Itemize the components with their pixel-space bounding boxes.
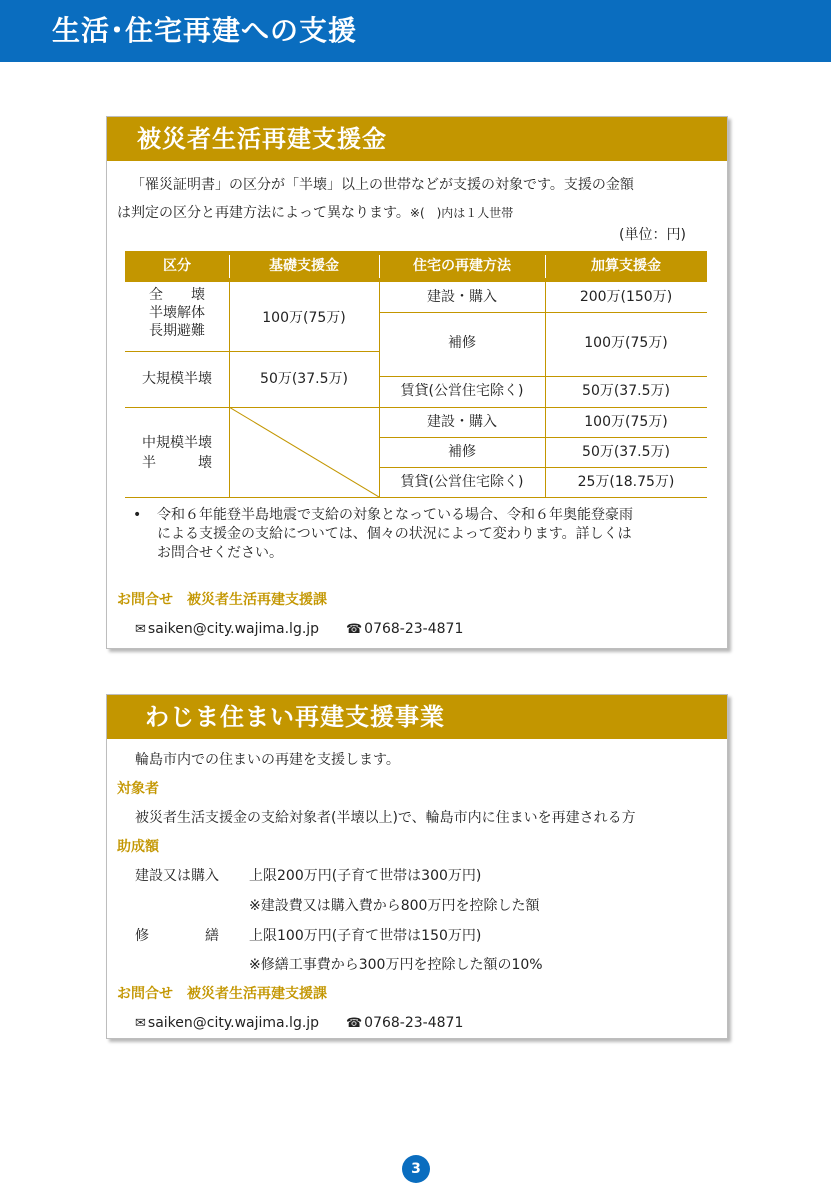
row-line: [229, 351, 379, 352]
mail-icon: ✉: [135, 622, 146, 637]
intro-line-2-text: は判定の区分と再建方法によって異なります。: [117, 205, 410, 221]
mail-icon: ✉: [135, 1016, 146, 1031]
note-line-1: 令和６年能登半島地震で支給の対象となっている場合、令和６年奥能登豪雨: [157, 507, 633, 523]
phone-number[interactable]: 0768-23-4871: [364, 621, 464, 637]
note-line-2: による支援金の支給については、個々の状況によって変わります。詳しくは: [157, 526, 632, 542]
page-number: 3: [402, 1155, 430, 1183]
support-fund-card: [106, 116, 728, 649]
grant-label: 助成額: [117, 839, 159, 855]
target-text: 被災者生活支援金の支給対象者(半壊以上)で、輪島市内に住まいを再建される方: [135, 810, 636, 826]
housing-rebuild-card: [106, 694, 728, 1039]
intro-line-1: 「罹災証明書」の区分が「半壊」以上の世帯などが支援の対象です。支援の金額: [131, 177, 634, 193]
row-line: [379, 376, 707, 377]
method-build: 建設・購入: [427, 289, 497, 305]
base-amount-group-1: 100万(75万): [262, 310, 346, 326]
category-group-3: [125, 433, 229, 473]
method-build: 建設・購入: [427, 414, 497, 430]
table-header-additional: 加算支援金: [545, 251, 707, 282]
table-header-method: 住宅の再建方法: [379, 251, 545, 282]
amount-build: 200万(150万): [579, 289, 673, 305]
category-choki-hinan: 長期避難: [149, 323, 205, 339]
phone-icon: ☎: [345, 1016, 363, 1031]
repair-note: ※修繕工事費から300万円を控除した額の10%: [249, 957, 543, 973]
page-header: [0, 0, 831, 62]
contact-info: [135, 1013, 463, 1034]
category-zenkai: 全 壊: [149, 287, 205, 303]
note-body: [157, 506, 717, 563]
intro-note: ※( )内は１人世帯: [409, 206, 514, 220]
email-link[interactable]: saiken@city.wajima.lg.jp: [147, 1015, 320, 1031]
card-title: わじま住まい再建支援事業: [107, 695, 727, 739]
support-table: [125, 251, 707, 498]
header-divider: [229, 255, 230, 278]
target-label: 対象者: [117, 781, 159, 797]
method-rent: 賃貸(公営住宅除く): [400, 474, 524, 490]
page-title: 生活･住宅再建への支援: [52, 14, 358, 47]
contact-label: お問合せ 被災者生活再建支援課: [117, 592, 327, 608]
bullet: •: [133, 507, 142, 523]
method-repair: 補修: [448, 335, 476, 351]
unit-label: (単位：円): [619, 227, 686, 243]
header-divider: [545, 255, 546, 278]
base-amount-group-2: 50万(37.5万): [260, 371, 348, 387]
row-line: [379, 437, 707, 438]
table-header-category: 区分: [125, 251, 229, 282]
category-daikibo-hankai: 大規模半壊: [142, 371, 212, 387]
header-divider: [379, 255, 380, 278]
method-repair: 補修: [448, 444, 476, 460]
contact-info: [135, 619, 463, 640]
note-line-3: お問合せください。: [157, 545, 283, 561]
category-hankai: 半 壊: [142, 455, 212, 471]
repair-amount: 上限100万円(子育て世帯は150万円): [249, 928, 482, 944]
phone-icon: ☎: [345, 622, 363, 637]
intro-line-2: [117, 203, 513, 223]
category-group-1: [125, 286, 229, 340]
phone-number[interactable]: 0768-23-4871: [364, 1015, 464, 1031]
amount-rent: 50万(37.5万): [582, 383, 670, 399]
row-line: [125, 351, 229, 352]
repair-label: 修 繕: [135, 928, 219, 944]
empty-cell-diagonal: [229, 407, 379, 497]
amount-repair: 50万(37.5万): [582, 444, 670, 460]
row-line: [379, 312, 707, 313]
category-chukibo-hankai: 中規模半壊: [142, 435, 212, 451]
row-line: [125, 497, 707, 498]
email-link[interactable]: saiken@city.wajima.lg.jp: [147, 621, 320, 637]
contact-label: お問合せ 被災者生活再建支援課: [117, 986, 327, 1002]
build-note: ※建設費又は購入費から800万円を控除した額: [249, 898, 540, 914]
amount-repair: 100万(75万): [584, 335, 668, 351]
intro-text: 輪島市内での住まいの再建を支援します。: [135, 752, 400, 768]
category-hankai-kaitai: 半壊解体: [149, 305, 205, 321]
row-line: [379, 467, 707, 468]
card-title: 被災者生活再建支援金: [107, 117, 727, 161]
row-line: [125, 407, 707, 408]
method-rent: 賃貸(公営住宅除く): [400, 383, 524, 399]
amount-rent: 25万(18.75万): [577, 474, 675, 490]
amount-build: 100万(75万): [584, 414, 668, 430]
table-header-base: 基礎支援金: [229, 251, 379, 282]
build-amount: 上限200万円(子育て世帯は300万円): [249, 868, 482, 884]
build-label: 建設又は購入: [135, 868, 219, 884]
